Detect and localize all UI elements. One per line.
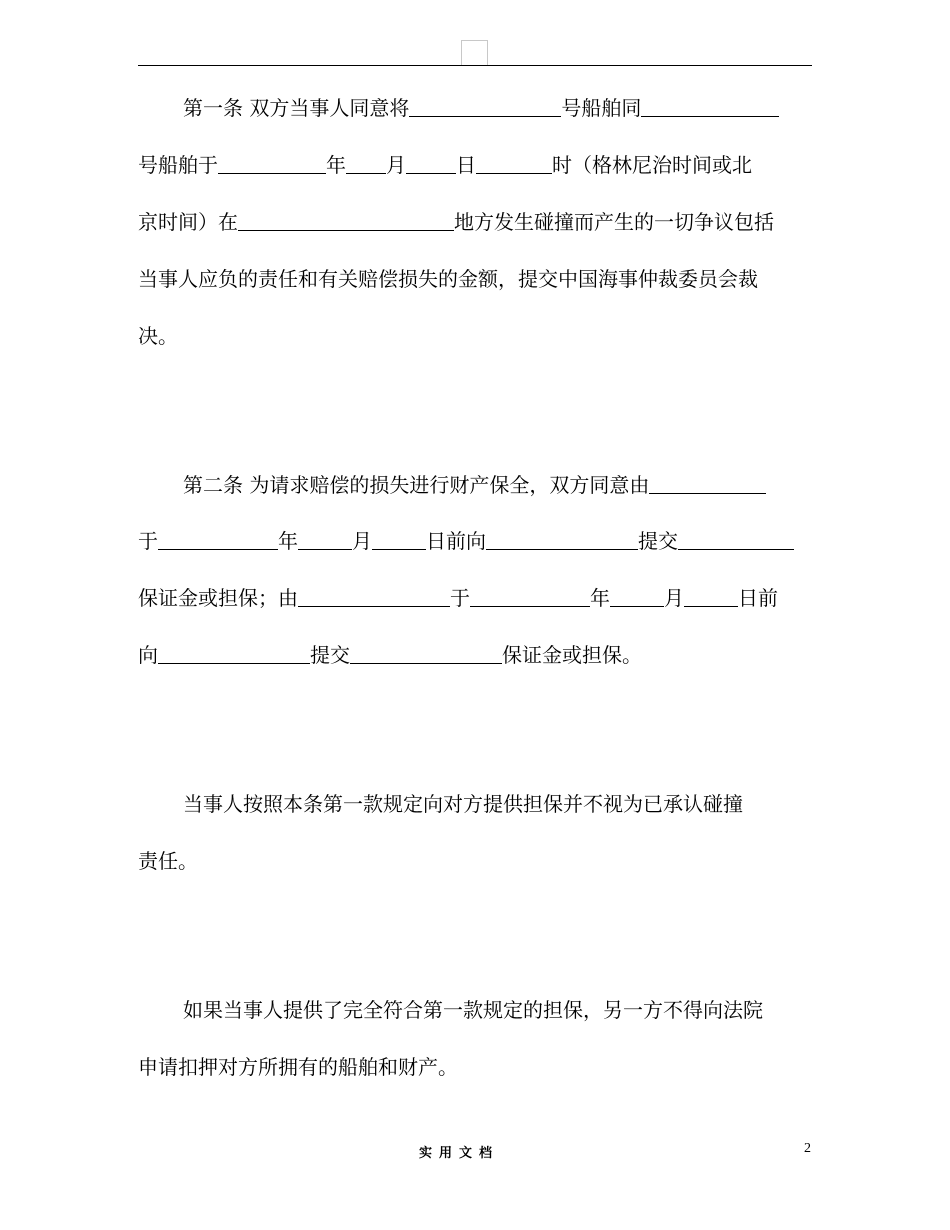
article1-text: 地方发生碰撞而产生的一切争议包括: [454, 210, 774, 234]
article2-text: 于: [450, 586, 470, 610]
header-tab-box: [461, 40, 488, 65]
ship-name-blank-1[interactable]: [409, 96, 561, 117]
footer-label: 实用文档: [419, 1146, 500, 1161]
para4-line1: 如果当事人提供了完全符合第一款规定的担保，另一方不得向法院: [183, 998, 763, 1022]
article2-text: 提交: [310, 643, 350, 667]
article1-line3: [138, 207, 774, 237]
article2-line1: [183, 470, 766, 500]
article1-text: 日: [456, 153, 476, 177]
para4-line2: 申请扣押对方所拥有的船舶和财产。: [138, 1055, 458, 1079]
article2-text: 日前向: [426, 529, 486, 553]
article1-text: 第一条 双方当事人同意将: [183, 96, 410, 120]
day-blank[interactable]: [406, 153, 456, 174]
para3-line1: 当事人按照本条第一款规定向对方提供担保并不视为已承认碰撞: [183, 792, 743, 816]
day-blank-2[interactable]: [372, 529, 426, 550]
recipient-blank-2[interactable]: [158, 643, 310, 664]
location-blank[interactable]: [238, 210, 454, 231]
article2-text: 年: [590, 586, 610, 610]
article2-text: 保证金或担保；由: [138, 586, 298, 610]
article2-line4: [138, 640, 642, 670]
year-blank-2[interactable]: [158, 529, 278, 550]
article1-line5: 决。: [138, 324, 178, 348]
article1-text: 月: [386, 153, 406, 177]
article2-text: 向: [138, 643, 158, 667]
para3-line2: 责任。: [138, 849, 198, 873]
article2-line2: [138, 526, 794, 556]
recipient-blank-1[interactable]: [486, 529, 638, 550]
article2-text: 于: [138, 529, 158, 553]
article2-text: 第二条 为请求赔偿的损失进行财产保全，双方同意由: [183, 473, 650, 497]
article2-text: 月: [664, 586, 684, 610]
article1-line2: [138, 150, 752, 180]
amount-blank-1[interactable]: [678, 529, 794, 550]
ship-name-blank-2[interactable]: [641, 96, 779, 117]
article1-line1: [183, 93, 779, 123]
month-blank-2[interactable]: [298, 529, 352, 550]
month-blank[interactable]: [346, 153, 386, 174]
article2-line3: [138, 583, 778, 613]
article2-text: 提交: [638, 529, 678, 553]
article2-text: 年: [278, 529, 298, 553]
day-blank-3[interactable]: [684, 586, 738, 607]
party-blank-1[interactable]: [649, 473, 766, 494]
article1-line4: 当事人应负的责任和有关赔偿损失的金额，提交中国海事仲裁委员会裁: [138, 267, 758, 291]
hour-blank[interactable]: [476, 153, 552, 174]
amount-blank-2[interactable]: [350, 643, 502, 664]
article1-text: 时（格林尼治时间或北: [552, 153, 752, 177]
article1-text: 号船舶同: [561, 96, 642, 120]
page-number: 2: [804, 1141, 811, 1156]
party-blank-2[interactable]: [298, 586, 450, 607]
header-rule: [138, 65, 812, 66]
article2-text: 日前: [738, 586, 778, 610]
article2-text: 月: [352, 529, 372, 553]
month-blank-3[interactable]: [610, 586, 664, 607]
article2-text: 保证金或担保。: [502, 643, 642, 667]
article1-text: 京时间）在: [138, 210, 238, 234]
article1-text: 号船舶于: [138, 153, 218, 177]
article1-text: 年: [326, 153, 346, 177]
year-blank[interactable]: [218, 153, 326, 174]
year-blank-3[interactable]: [470, 586, 590, 607]
